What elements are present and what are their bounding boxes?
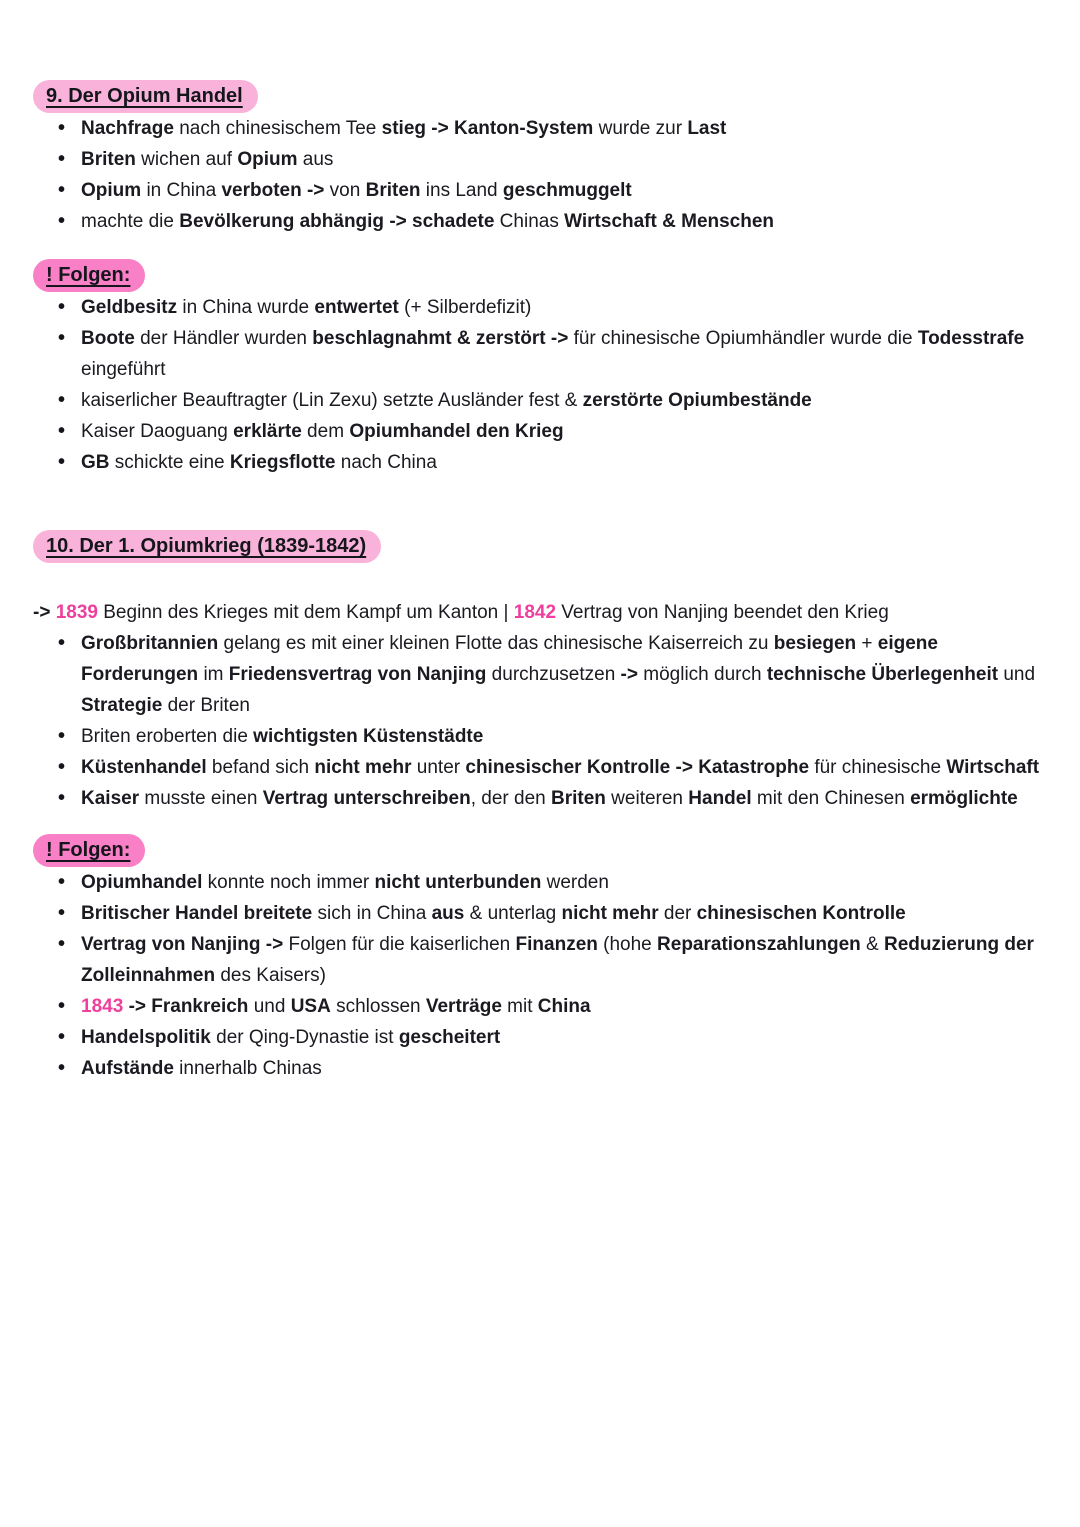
text-run: schickte eine [109, 452, 230, 473]
text-run: Kriegsflotte [229, 452, 336, 473]
bullet-boote-haendler [55, 323, 1042, 385]
bullet-1843-vertraege [55, 991, 1042, 1022]
bullet-nachfrage-tee [55, 113, 1042, 144]
text-run: Briten [365, 180, 421, 201]
text-run: möglich durch [637, 664, 767, 685]
text-run: mit den Chinesen [751, 788, 911, 809]
text-run: ermöglichte [910, 788, 1018, 809]
text-run: der Briten [162, 695, 250, 716]
section-10-heading-pill: 10. Der 1. Opiumkrieg (1839-1842) [33, 530, 381, 563]
bullet-geldbesitz [55, 292, 1042, 323]
text-run: -> [620, 664, 638, 685]
text-run: unter [411, 757, 466, 778]
text-run: besiegen [773, 633, 857, 654]
folgen-1-list [33, 292, 1042, 478]
bullet-vertrag-unterschreiben [55, 783, 1042, 814]
text-run: technische Überlegenheit [766, 664, 999, 685]
text-run: (+ Silberdefizit) [398, 297, 532, 318]
text-run: weiteren [605, 788, 689, 809]
text-run: 1839 [55, 602, 98, 623]
text-run: 1843 [81, 996, 124, 1017]
text-run: Bevölkerung abhängig -> schadete [179, 211, 495, 232]
text-run: Briten [81, 149, 136, 170]
text-run: dem [301, 421, 350, 442]
text-run: für chinesische [809, 757, 947, 778]
text-run: innerhalb Chinas [173, 1058, 322, 1079]
text-run: geschmuggelt [502, 180, 632, 201]
text-run: Vertrag von Nanjing -> [81, 934, 284, 955]
text-run: Briten eroberten die [81, 726, 254, 747]
text-run: USA [290, 996, 331, 1017]
text-run: wichen auf [135, 149, 238, 170]
text-run: werden [541, 872, 609, 893]
folgen-1-heading-row [33, 259, 1042, 292]
bullet-kuestenstaedte [55, 721, 1042, 752]
text-run: nicht mehr [561, 903, 659, 924]
text-run: Beginn des Krieges mit dem Kampf um Kanton | [97, 602, 514, 623]
text-run: Vertrag unterschreiben [262, 788, 471, 809]
folgen-2-list [33, 867, 1042, 1084]
bullet-nanjing-folgen [55, 929, 1042, 991]
text-run: aus [431, 903, 465, 924]
text-run: Geldbesitz [81, 297, 178, 318]
bullet-opium-verboten [55, 175, 1042, 206]
text-run: Wirtschaft [946, 757, 1040, 778]
text-run: , der den [470, 788, 551, 809]
text-run: Boote [81, 328, 135, 349]
text-run: Aufstände [81, 1058, 174, 1079]
text-run: nach China [335, 452, 437, 473]
text-run: von [324, 180, 366, 201]
text-run: wichtigsten Küstenstädte [253, 726, 484, 747]
text-run: konnte noch immer [202, 872, 375, 893]
opium-trade-list [33, 113, 1042, 237]
bullet-kuestenhandel [55, 752, 1042, 783]
folgen-1-heading-pill: ! Folgen: [33, 259, 145, 292]
text-run: Friedensvertrag von Nanjing [228, 664, 487, 685]
text-run: stieg -> Kanton-System [381, 118, 594, 139]
text-run: ins Land [420, 180, 503, 201]
bullet-handelspolitik [55, 1022, 1042, 1053]
text-run: Strategie [81, 695, 163, 716]
text-run: in China wurde [177, 297, 315, 318]
text-run: und [248, 996, 291, 1017]
text-run: Briten [551, 788, 606, 809]
text-run: Last [687, 118, 727, 139]
section-9-heading-row [33, 80, 1042, 113]
bullet-aufstaende [55, 1053, 1042, 1084]
text-run: entwertet [314, 297, 399, 318]
text-run: Chinas [494, 211, 565, 232]
text-run: Folgen für die kaiserlichen [283, 934, 516, 955]
text-run: Verträge [425, 996, 502, 1017]
text-run: Handel [688, 788, 752, 809]
text-run: gescheitert [398, 1027, 501, 1048]
text-run: chinesischer Kontrolle -> Katastrophe [465, 757, 810, 778]
text-run: durchzusetzen [486, 664, 621, 685]
text-run: für chinesische Opiumhändler wurde die [568, 328, 918, 349]
war-timeline-line [33, 597, 1033, 628]
bullet-lin-zexu [55, 385, 1042, 416]
text-run: kaiserlicher Beauftragter (Lin Zexu) setzte Ausländer fest & [81, 390, 583, 411]
bullet-briten-opium [55, 144, 1042, 175]
text-run: & [860, 934, 885, 955]
text-run: machte die [81, 211, 180, 232]
text-run: in China [141, 180, 222, 201]
bullet-grossbritannien-sieg [55, 628, 1042, 721]
text-run: Opiumhandel den Krieg [349, 421, 564, 442]
text-run: zerstörte Opiumbestände [582, 390, 812, 411]
folgen-2-heading-row [33, 834, 1042, 867]
opium-war-list [33, 628, 1042, 814]
text-run: musste einen [139, 788, 263, 809]
text-run: eigene Forderungen [81, 633, 938, 685]
text-run: Reparationszahlungen [657, 934, 861, 955]
text-run: beschlagnahmt & zerstört -> [312, 328, 569, 349]
text-run: Finanzen [515, 934, 598, 955]
text-run: des Kaisers) [215, 965, 326, 986]
text-run: der [658, 903, 697, 924]
text-run: & unterlag [464, 903, 562, 924]
text-run: (hohe [597, 934, 658, 955]
text-run: Reduzierung der Zolleinnahmen [81, 934, 1034, 986]
text-run: -> [33, 602, 56, 623]
text-run: gelang es mit einer kleinen Flotte das chinesische Kaiserreich zu [218, 633, 774, 654]
text-run: verboten -> [221, 180, 325, 201]
bullet-bevoelkerung-abhaengig [55, 206, 1042, 237]
text-run: befand sich [206, 757, 315, 778]
text-run: -> Frankreich [128, 996, 249, 1017]
text-run: 1842 [513, 602, 557, 623]
text-run: nicht unterbunden [374, 872, 542, 893]
text-run: sich in China [312, 903, 432, 924]
text-run: Opium [81, 180, 142, 201]
text-run: mit [501, 996, 538, 1017]
bullet-kriegsflotte [55, 447, 1042, 478]
bullet-opiumhandel-weiter [55, 867, 1042, 898]
text-run: Handelspolitik [81, 1027, 211, 1048]
text-run: eingeführt [81, 359, 166, 380]
text-run: Nachfrage [81, 118, 174, 139]
text-run: im [198, 664, 229, 685]
text-run: Kaiser [81, 788, 140, 809]
bullet-kaiser-daoguang [55, 416, 1042, 447]
text-run: Britischer Handel breitete [81, 903, 313, 924]
folgen-2-heading-pill: ! Folgen: [33, 834, 145, 867]
text-run: + [856, 633, 878, 654]
text-run: Wirtschaft & Menschen [564, 211, 775, 232]
text-run: wurde zur [593, 118, 688, 139]
text-run: Opiumhandel [81, 872, 203, 893]
text-run: GB [81, 452, 110, 473]
bullet-britischer-handel [55, 898, 1042, 929]
text-run: der Qing-Dynastie ist [210, 1027, 399, 1048]
section-9-heading-pill: 9. Der Opium Handel [33, 80, 258, 113]
section-10-heading-row [33, 530, 1042, 563]
text-run: China [537, 996, 591, 1017]
text-run: Küstenhandel [81, 757, 207, 778]
text-run: Todesstrafe [917, 328, 1025, 349]
text-run: Vertrag von Nanjing beendet den Krieg [556, 602, 889, 623]
text-run: schlossen [330, 996, 426, 1017]
text-run: der Händler wurden [134, 328, 313, 349]
text-run: nicht mehr [314, 757, 412, 778]
text-run: Kaiser Daoguang [81, 421, 234, 442]
text-run: und [998, 664, 1036, 685]
text-run: erklärte [233, 421, 302, 442]
text-run: chinesischen Kontrolle [696, 903, 906, 924]
text-run: nach chinesischem Tee [173, 118, 382, 139]
text-run: aus [297, 149, 334, 170]
text-run: Opium [237, 149, 298, 170]
text-run: Großbritannien [81, 633, 219, 654]
